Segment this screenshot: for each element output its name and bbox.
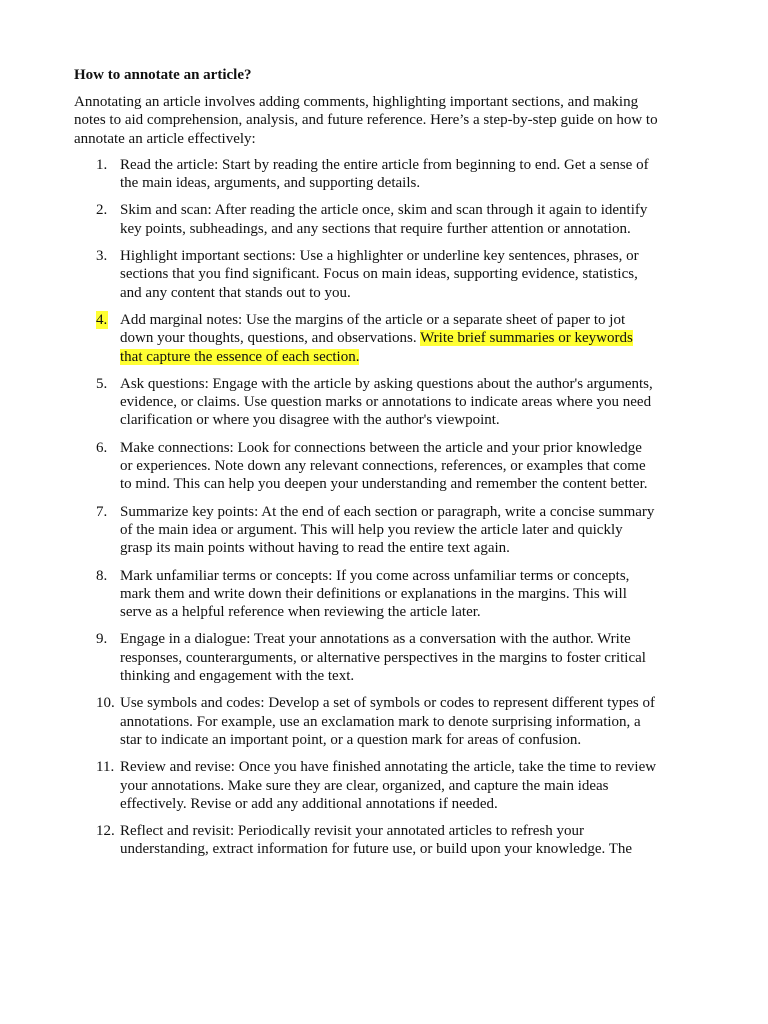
intro-paragraph: Annotating an article involves adding comments, highlighting important sections, and making notes to aid comprehension, analysis, and future reference. Here’s a step-by-step guide on how to annotate an article effectively: (74, 94, 658, 147)
list-item (74, 758, 658, 813)
step-number: 5. (96, 375, 108, 392)
step-number: 7. (96, 503, 108, 520)
step-number: 12. (96, 823, 115, 840)
step-text: Use symbols and codes: Develop a set of symbols or codes to represent different types of annotations. For example, use an exclamation mark to denote surprising information, a star to indicate an important point, or a question mark for areas of confusion. (120, 695, 656, 748)
list-item (74, 567, 658, 622)
step-number: 6. (96, 439, 108, 456)
step-number: 2. (96, 202, 108, 219)
step-text: Summarize key points: At the end of each section or paragraph, write a concise summary of the main idea or argument. This will help you review the article later and quickly grasp its main points without having to read the entire text again. (120, 503, 655, 557)
step-text: Reflect and revisit: Periodically revisit your annotated articles to refresh your understanding, extract information for future use, or build upon your knowledge. The (120, 823, 633, 858)
highlighted-text: Write brief summaries or keywords that capture the essence of each section. (120, 330, 633, 365)
step-number: 10. (96, 695, 115, 712)
list-item (74, 375, 658, 430)
list-item (74, 201, 658, 238)
list-item (74, 156, 658, 193)
step-text: Skim and scan: After reading the article once, skim and scan through it again to identify key points, subheadings, and any sections that require further attention or annotation. (120, 202, 648, 237)
step-text: Ask questions: Engage with the article by asking questions about the author's arguments, evidence, or claims. Use question marks or annotations to indicate areas where you need clarification or where you disagree with the author's viewpoint. (120, 375, 653, 429)
list-item-highlighted (74, 311, 658, 366)
step-text: Review and revise: Once you have finished annotating the article, take the time to review your annotations. Make sure they are clear, organized, and capture the main ideas effectively. Revise or add any additional annotations if needed. (120, 759, 657, 812)
step-number: 1. (96, 156, 108, 173)
list-item (74, 822, 658, 859)
list-item (74, 630, 658, 685)
step-number: 11. (96, 759, 115, 776)
step-number-highlighted: 4. (96, 311, 108, 328)
list-item (74, 439, 658, 494)
document-page (74, 66, 658, 868)
step-text: Engage in a dialogue: Treat your annotations as a conversation with the author. Write responses, counterarguments, or alternative perspectives in the margins to foster critical thinking and engagement with the text. (120, 631, 646, 685)
list-item (74, 503, 658, 558)
step-text: Highlight important sections: Use a highlighter or underline key sentences, phrases, or sections that you find significant. Focus on main ideas, supporting evidence, statistics, and any content that stands out to you. (120, 248, 639, 301)
list-item (74, 247, 658, 302)
document-title: How to annotate an article? (74, 67, 252, 83)
list-item (74, 694, 658, 749)
step-text: Mark unfamiliar terms or concepts: If you come across unfamiliar terms or concepts, mark them and write down their definitions or explanations in the margins. This will serve as a helpful reference when reviewing the article later. (120, 567, 630, 621)
step-text: Read the article: Start by reading the entire article from beginning to end. Get a sense of the main ideas, arguments, and supporting details. (120, 156, 649, 192)
step-number: 9. (96, 631, 108, 648)
step-number: 3. (96, 248, 108, 265)
steps-list (74, 156, 658, 859)
step-text: Add marginal notes: Use the margins of the article or a separate sheet of paper to jot down your thoughts, questions, and observations. (120, 311, 626, 347)
step-text: Make connections: Look for connections between the article and your prior knowledge or experiences. Note down any relevant connections, references, or examples that come to mind. This can help you deepen your understanding and remember the content better. (120, 439, 648, 493)
step-number: 8. (96, 567, 108, 584)
